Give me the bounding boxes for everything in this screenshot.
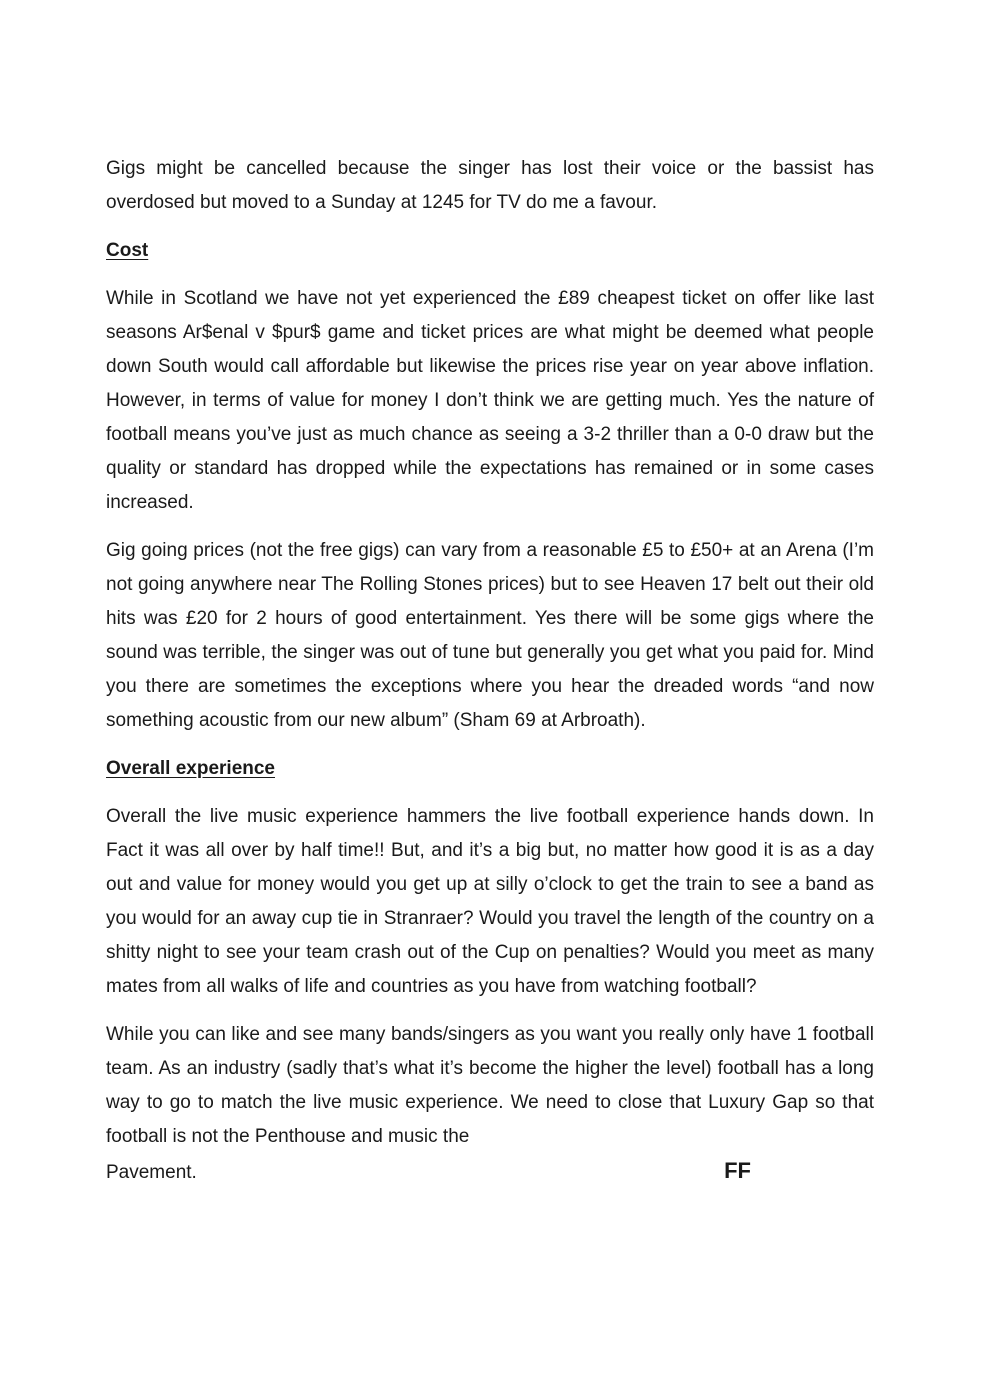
intro-paragraph: Gigs might be cancelled because the singer has lost their voice or the bassist has overdosed but moved to a Sunday at 1245 for TV do me a favour.	[106, 158, 874, 213]
overall-paragraph-1: Overall the live music experience hammers the live football experience hands down. In Fact it was all over by half time!! But, and it’s a big but, no matter how good it is as a day out and value for money would you get up at silly o’clock to get the train to see a band as you would for an away cup tie in Stranraer? Would you travel the length of the country on a shitty night to see your team crash out of the Cup on penalties? Would you meet as many mates from all walks of life and countries as you have from watching football?	[106, 806, 874, 997]
author-signature: FF	[724, 1158, 751, 1183]
closing-word: Pavement.	[106, 1162, 197, 1183]
cost-heading: Cost	[106, 240, 149, 261]
cost-paragraph-2: Gig going prices (not the free gigs) can vary from a reasonable £5 to £50+ at an Arena (I’m not going anywhere near The Rolling Stones prices) but to see Heaven 17 belt out their old hits was £20 for 2 hours of good entertainment. Yes there will be some gigs where the sound was terrible, the singer was out of tune but generally you get what you paid for. Mind you there are sometimes the exceptions where you hear the dreaded words “and now something acoustic from our new album” (Sham 69 at Arbroath).	[106, 540, 874, 731]
document-page	[106, 152, 874, 1190]
overall-experience-heading: Overall experience	[106, 758, 275, 779]
overall-paragraph-2: While you can like and see many bands/singers as you want you really only have 1 football team. As an industry (sadly that’s what it’s become the higher the level) football has a long way to go to match the live music experience. We need to close that Luxury Gap so that football is not the Penthouse and music the	[106, 1024, 874, 1147]
cost-paragraph-1: While in Scotland we have not yet experienced the £89 cheapest ticket on offer like last seasons Ar$enal v $pur$ game and ticket prices are what might be deemed what people down South would call affordable but likewise the prices rise year on year above inflation. However, in terms of value for money I don’t think we are getting much. Yes the nature of football means you’ve just as much chance as seeing a 3-2 thriller than a 0-0 draw but the quality or standard has dropped while the expectations has remained or in some cases increased.	[106, 288, 874, 513]
closing-line	[106, 1154, 751, 1190]
